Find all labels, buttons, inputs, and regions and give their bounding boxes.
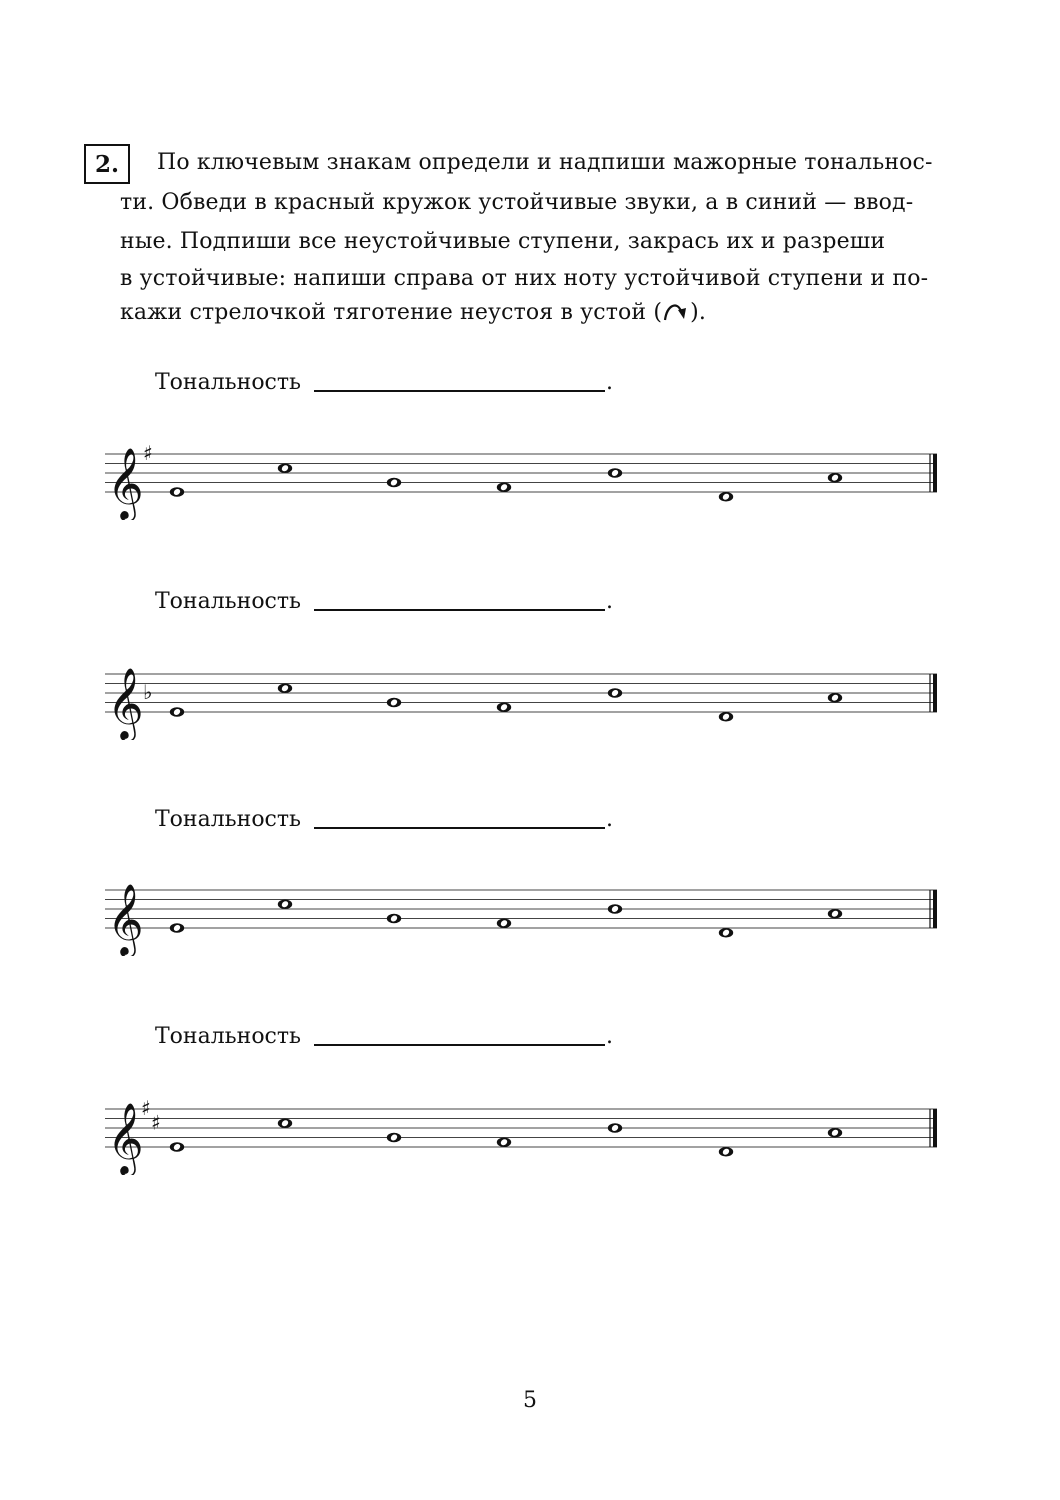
whole-note bbox=[828, 1128, 842, 1138]
music-staff bbox=[0, 650, 1060, 740]
barline-thick bbox=[933, 1109, 937, 1147]
instruction-line: кажи стрелочкой тяготение неустоя в устой ( bbox=[120, 300, 663, 325]
tonality-label: Тональность bbox=[155, 1024, 302, 1049]
whole-note bbox=[278, 463, 292, 473]
treble-clef-icon: 𝄞 bbox=[107, 666, 144, 739]
instruction-line-last bbox=[120, 298, 706, 328]
task-number: 2. bbox=[94, 150, 119, 178]
instruction-line: в устойчивые: напиши справа от них ноту устойчивой ступени и по- bbox=[120, 266, 929, 291]
task-number-box bbox=[84, 144, 130, 184]
whole-note bbox=[608, 688, 622, 698]
whole-note bbox=[497, 1137, 511, 1147]
whole-note bbox=[278, 683, 292, 693]
answer-line[interactable] bbox=[314, 390, 605, 392]
instruction-tail: ). bbox=[690, 300, 706, 325]
whole-note bbox=[497, 918, 511, 928]
whole-note bbox=[387, 1133, 401, 1143]
whole-note bbox=[828, 909, 842, 919]
whole-note bbox=[170, 487, 184, 497]
treble-clef-icon: 𝄞 bbox=[107, 446, 144, 519]
instruction-line: ти. Обведи в красный кружок устойчивые звуки, а в синий — ввод- bbox=[120, 190, 914, 215]
answer-dot: . bbox=[606, 807, 613, 832]
sharp-icon: ♯ bbox=[141, 1096, 151, 1120]
music-staff bbox=[0, 1085, 1060, 1175]
page-number: 5 bbox=[523, 1388, 537, 1413]
whole-note bbox=[170, 707, 184, 717]
treble-clef-icon: 𝄞 bbox=[107, 882, 144, 955]
tonality-label: Тональность bbox=[155, 370, 302, 395]
sharp-icon: ♯ bbox=[151, 1110, 161, 1135]
whole-note bbox=[387, 698, 401, 708]
whole-note bbox=[387, 478, 401, 488]
whole-note bbox=[497, 702, 511, 712]
barline-thick bbox=[933, 454, 937, 492]
whole-note bbox=[828, 693, 842, 703]
answer-dot: . bbox=[606, 589, 613, 614]
whole-note bbox=[608, 468, 622, 478]
whole-note bbox=[170, 923, 184, 933]
sharp-icon: ♯ bbox=[143, 441, 153, 465]
whole-note bbox=[278, 1118, 292, 1128]
whole-note bbox=[719, 928, 733, 938]
treble-clef-icon: 𝄞 bbox=[107, 1101, 144, 1174]
whole-note bbox=[719, 492, 733, 502]
whole-note bbox=[278, 899, 292, 909]
answer-dot: . bbox=[606, 1024, 613, 1049]
whole-note bbox=[497, 482, 511, 492]
answer-line[interactable] bbox=[314, 609, 605, 611]
curved-arrow-icon bbox=[662, 299, 690, 323]
instruction-line: ные. Подпиши все неустойчивые ступени, закрась их и разреши bbox=[120, 229, 886, 254]
barline-thick bbox=[933, 890, 937, 928]
barline-thick bbox=[933, 674, 937, 712]
music-staff bbox=[0, 430, 1060, 520]
whole-note bbox=[828, 473, 842, 483]
instruction-line: По ключевым знакам определи и надпиши мажорные тональнос- bbox=[157, 150, 933, 175]
whole-note bbox=[719, 712, 733, 722]
answer-line[interactable] bbox=[314, 827, 605, 829]
whole-note bbox=[719, 1147, 733, 1157]
answer-dot: . bbox=[606, 370, 613, 395]
tonality-label: Тональность bbox=[155, 589, 302, 614]
tonality-label: Тональность bbox=[155, 807, 302, 832]
answer-line[interactable] bbox=[314, 1044, 605, 1046]
whole-note bbox=[387, 914, 401, 924]
music-staff bbox=[0, 866, 1060, 956]
flat-icon: ♭ bbox=[143, 680, 153, 704]
whole-note bbox=[608, 904, 622, 914]
whole-note bbox=[170, 1142, 184, 1152]
whole-note bbox=[608, 1123, 622, 1133]
